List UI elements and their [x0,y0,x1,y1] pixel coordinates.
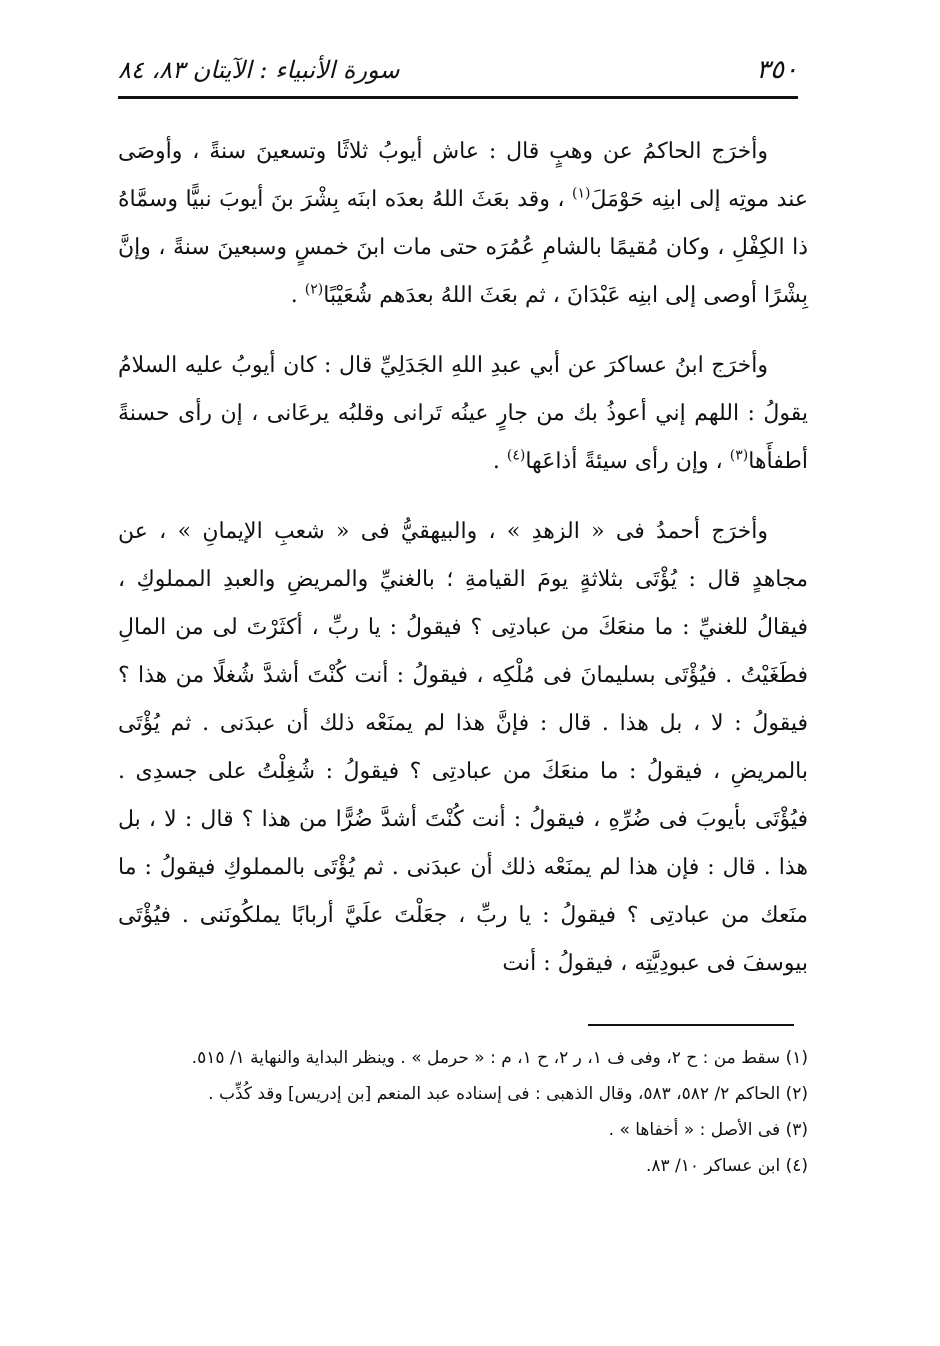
page-header [118,48,798,92]
footnote-1: (١) سقط من : ح ٢، وفى ف ١، ر ٢، ح ١، م : « حرمل » . وينظر البداية والنهاية ١/ ٥١٥. [191,1048,808,1068]
paragraph-3 [118,508,808,988]
footnote-2: (٢) الحاكم ٢/ ٥٨٢، ٥٨٣، وقال الذهبى : فى إسناده عبد المنعم [بن إدريس] وقد كُذِّب . [208,1084,808,1104]
running-title: سورة الأنبياء : الآيتان ٨٣، ٨٤ [118,56,400,84]
paragraph-text: وأخرَج ابنُ عساكرَ عن أبي عبدِ اللهِ الجَدَلِيِّ قال : كان أيوبُ عليه السلامُ يقولُ : اللهم إني أعوذُ بك من جارٍ عينُه تَرانى وقلبُه يرعَانى ، إن رأى حسنةً أطفأَها [118,353,808,474]
body-text [118,128,808,1010]
paragraph-text: . [492,449,507,474]
paragraph-text: وأخرَج الحاكمُ عن وهبٍ قال : عاش أيوبُ ثلاثًا وتسعينَ سنةً ، وأوصَى عند موتِه إلى ابنِه حَوْمَلَ [118,139,808,212]
footnotes [118,1040,808,1184]
footnote-4: (٤) ابن عساكر ١٠/ ٨٣. [645,1156,808,1176]
header-rule [118,96,798,99]
footnote-marker-1: (١) [571,185,591,202]
footnote-3: (٣) فى الأصل : « أخفاها » . [608,1120,808,1140]
footnote-marker-4: (٤) [506,447,526,464]
footnote-marker-3: (٣) [729,447,749,464]
page-number: ٣٥٠ [756,55,798,85]
paragraph-text: . [290,283,305,308]
paragraph-text: ، وقد بعَثَ اللهُ بعدَه ابنَه بِشْرَ بنَ أيوبَ نبيًّا وسمَّاهُ ذا الكِفْلِ ، وكان مُقيمًا بالشامِ عُمُرَه حتى مات ابنَ خمسٍ وسبعينَ سنةً ، وإنَّ بِشْرًا أوصى إلى ابنِه عَبْدَانَ ، ثم بعَثَ اللهُ بعدَهم شُعَيْبًا [118,187,808,308]
paragraph-text: ، وإن رأى سيئةً أذاعَها [525,449,730,474]
paragraph-text: وأخرَج أحمدُ فى « الزهدِ » ، والبيهقيُّ فى « شعبِ الإيمانِ » ، عن مجاهدٍ قال : يُؤْتَى بثلاثةٍ يومَ القيامةِ ؛ بالغنيِّ والمريضِ والعبدِ المملوكِ ، فيقالُ للغنيِّ : ما منعَكَ من عبادتِى ؟ فيقولُ : يا ربِّ ، أكثَرْتَ لى من المالِ فطَغَيْتُ . فيُؤْتَى بسليمانَ فى مُلْكِه ، فيقولُ : أنت كُنْتَ أشدَّ شُغلًا من هذا ؟ فيقولُ : لا ، بل هذا . قال : فإنَّ هذا لم يمنَعْه ذلك أن عبدَنى . ثم يُؤْتَى بالمريضِ ، فيقولُ : ما منعَكَ من عبادتِى ؟ فيقولُ : شُغِلْتُ على جسدِى . فيُؤْتَى بأيوبَ فى ضُرِّهِ ، فيقولُ : أنت كُنْتَ أشدَّ ضُرًّا من هذا ؟ قال : لا ، بل هذا . قال : فإن هذا لم يمنَعْه ذلك أن عبدَنى . ثم يُؤْتَى بالمملوكِ فيقولُ : ما منَعك من عبادتِى ؟ فيقولُ : يا ربِّ ، جعَلْتَ علَيَّ أربابًا يملكُونَنى . فيُؤْتَى بيوسفَ فى عبودِيَّتِه ، فيقولُ : أنت [118,519,808,976]
paragraph-1 [118,128,808,320]
footnote-marker-2: (٢) [304,281,324,298]
paragraph-2 [118,342,808,486]
footnote-rule [588,1024,794,1026]
